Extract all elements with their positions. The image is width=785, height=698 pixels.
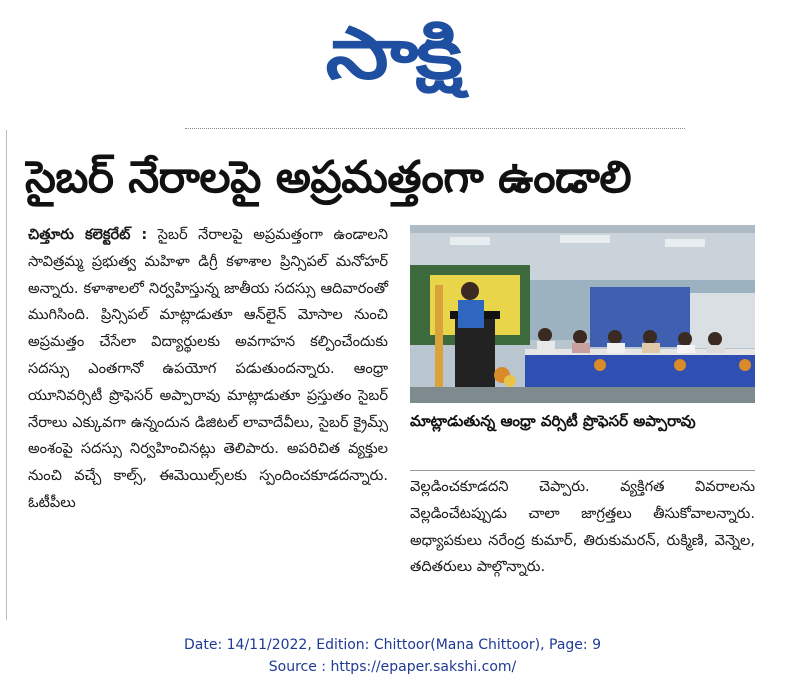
article-photo <box>410 225 755 403</box>
article-body-right-column: వెల్లడించకూడదని చెప్పారు. వ్యక్తిగత వివరాలను వెల్లడించేటప్పుడు చాలా జాగ్రత్తలు తీసుకోవాలన్నారు. అధ్యాపకులు నరేంద్ర కుమార్, తిరుకుమరన్, రుక్మిణి, వెన్నెల, తదితరులు పాల్గొన్నారు. <box>410 478 755 576</box>
article-dateline: చిత్తూరు కలెక్టరేట్ : <box>28 226 148 243</box>
article-headline: సైబర్ నేరాలపై అప్రమత్తంగా ఉండాలి <box>25 152 632 203</box>
clipping-footer <box>0 634 785 678</box>
masthead <box>0 8 785 98</box>
source-link[interactable]: Source : https://epaper.sakshi.com/ <box>268 659 517 675</box>
edition-info: Date: 14/11/2022, Edition: Chittoor(Mana Chittoor), Page: 9 <box>184 637 601 653</box>
newspaper-logo: సాక్షి <box>325 11 460 95</box>
article-body-left-text: సైబర్ నేరాలపై అప్రమత్తంగా ఉండాలని సావిత్రమ్మ ప్రభుత్వ మహిళా డిగ్రీ కళాశాల ప్రిన్సిపల్ మనోహర్ అన్నారు. కళాశాలలో నిర్వహిస్తున్న జాతీయ సదస్సు ఆదివారంతో ముగిసింది. ప్రిన్సిపల్ మాట్లాడుతూ ఆన్‌లైన్ మోసాల నుంచి అప్రమత్తం చేసేలా విద్యార్థులకు అవగాహన కల్పించేందుకు సదస్సు ఎంతగానో ఉపయోగ పడుతుందన్నారు. ఆంధ్రా యూనివర్సిటీ ప్రొఫెసర్ అప్పారావు మాట్లాడుతూ ప్రస్తుతం సైబర్ నేరాలు ఎక్కువగా ఉన్నందున డిజిటల్ లావాదేవీలు, సైబర్ క్రైమ్స్ అంశంపై సదస్సు నిర్వహించినట్లు తెలిపారు. అపరిచిత వ్యక్తుల నుంచి వచ్చే కాల్స్, ఈమెయిల్స్‌లకు స్పందించకూడదన్నారు. ఓటీపీలు <box>28 226 388 511</box>
clipping-cut-line <box>185 128 685 135</box>
article-body-left-column <box>28 222 388 517</box>
caption-divider <box>410 470 755 471</box>
photo-caption: మాట్లాడుతున్న ఆంధ్రా వర్సిటీ ప్రొఫెసర్ అప్పారావు <box>410 412 696 430</box>
